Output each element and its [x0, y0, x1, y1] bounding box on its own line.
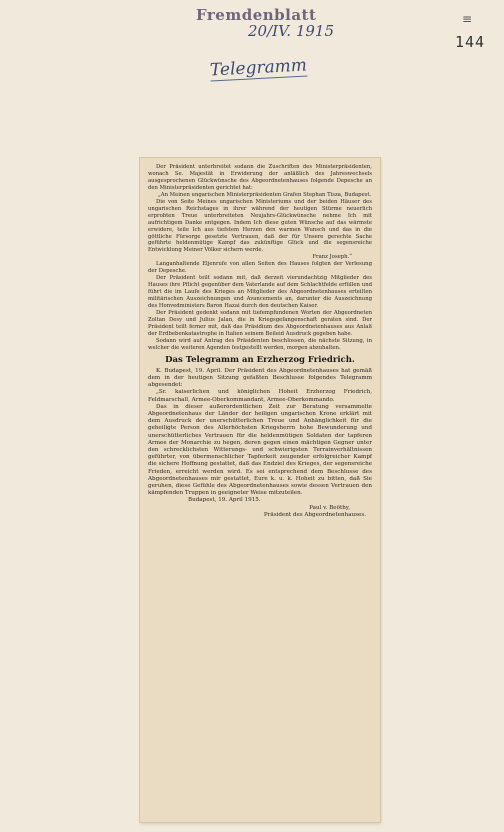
article1-paragraph-3: Die von Seite Meines ungarischen Ministeriums und der beiden Häuser des ungarischen Reichstages in ihrer während der heutigen Stürme neuerlich erprobten Treue unterbreiteten Neujahrs-Glückwünsche nehme Ich mit aufrichtigem Danke entgegen. Indem Ich diese guten Wünsche auf das wärmste erwidere, teile Ich aus tiefstem Herzen den warmen Wunsch und das in die göttliche Fürsorge gesetzte Vertrauen, daß der für Unsere gerechte Sache geführte heldenmütige Kampf das zukünftige Glück und die segensreiche Entwicklung Meiner Völker sichern werde.: [148, 198, 372, 254]
newspaper-clipping: [140, 158, 380, 822]
article2-signature-name: Paul v. Beöthy,: [309, 504, 350, 511]
corner-mark-icon: ≡: [462, 12, 473, 26]
article2-place-date: Budapest, 19. April 1915.: [188, 497, 261, 504]
article1-signature: Franz Joseph.“: [312, 254, 352, 261]
article2-paragraph-1: K. Budapest, 19. April. Der Präsident des Abgeordnetenhauses hat gemäß dem in der heutigen Sitzung gefaßten Beschlusse folgendes Telegramm abgesendet:: [148, 367, 372, 389]
newspaper-stamp: Fremdenblatt: [196, 6, 317, 24]
article1-paragraph-6: Der Präsident teilt sodann mit, daß derzeit vierundachtzig Mitglieder des Hauses ihre Pflicht gegenüber dem Vaterlande auf dem Schlachtfelde erfüllen und führt die im Laufe des Krieges an Mitglieder des Abgeordnetenhauses erteilten militärischen Auszeichnungen und Avancements an, darunter die Auszeichnung des Honvedministers Baron Hazai durch den deutschen Kaiser.: [148, 275, 372, 310]
page-number: 144: [455, 33, 486, 51]
article1-paragraph-7: Der Präsident gedenkt sodann mit tiefempfundenen Worten der Abgeordneten Zoltan Desy und Julius Jalan, die in Kriegsgefangenschaft geraten sind. Der Präsident teilt ferner mit, daß das Präsidium des Abgeordnetenhauses aus Anlaß der Erdbebenkatastrophe in Italien seinem Beileid Ausdruck gegeben habe.: [148, 310, 372, 337]
article1-paragraph-8: Sodann wird auf Antrag des Präsidenten beschlossen, die nächste Sitzung, in welcher die weiteren Agenden festgestellt werden, morgen abzuhalten.: [148, 337, 372, 351]
article1-paragraph-1: Der Präsident unterbreitet sodann die Zuschriften des Ministerpräsidenten, wonach Se. Majestät in Erwiderung der anläßlich des Jahreswechsels ausgesprochenen Glückwünsche des Abgeordnetenhauses folgende Depesche an den Ministerpräsidenten gerichtet hat:: [148, 164, 372, 191]
article2-signature-title: Präsident des Abgeordnetenhauses.: [263, 511, 366, 518]
clipping-text: [148, 164, 372, 519]
article1-paragraph-5: Langanhaltende Eljenrufe von allen Seiten des Hauses folgten der Verlesung der Depesche.: [148, 261, 372, 275]
handwritten-title: Telegramm: [209, 55, 308, 81]
article2-paragraph-3: Das in dieser außerordentlichen Zeit zur Beratung versammelte Abgeordnetenhaus der Länder der heiligen ungarischen Krone erklärt mit dem Ausdruck der unerschütterlichen Treue und Anhänglichkeit für die geheiligte Person des Allerhöchsten Kriegsherrn hohe Bewunderung und unerschütterliches Vertrauen für die heldenmütigen Soldaten der tapferen Armee der Monarchie zu hegen, deren gegen einen mächtigen Gegner unter den schrecklichsten Witterungs- und schwierigsten Terrainverhältnissen geführter, von übermenschlicher Tapferkeit zeugender erfolgreicher Kampf die sichere Hoffnung gestattet, daß das Endziel des Krieges, der segensreiche Frieden, erreicht werden wird. Es sei entsprechend dem Beschlusse des Abgeordnetenhauses mir gestattet, Eure k. u. k. Hoheit zu bitten, daß Sie geruhen, diese Gefühle des Abgeordnetenhauses sowie dessen Vertrauen den kämpfenden Truppen in geeigneter Weise mitzuteilen.: [148, 403, 372, 497]
handwritten-date: 20/IV. 1915: [248, 22, 334, 40]
article2-paragraph-2: „Sr. kaiserlichen und königlichen Hoheit Erzherzog Friedrich, Feldmarschall, Armee-Oberkommandant, Armee-Oberkommando.: [148, 389, 372, 403]
article2-headline: Das Telegramm an Erzherzog Friedrich.: [165, 354, 355, 365]
article1-paragraph-2: „An Meinen ungarischen Ministerpräsidenten Grafen Stephan Tisza, Budapest.: [158, 191, 372, 198]
